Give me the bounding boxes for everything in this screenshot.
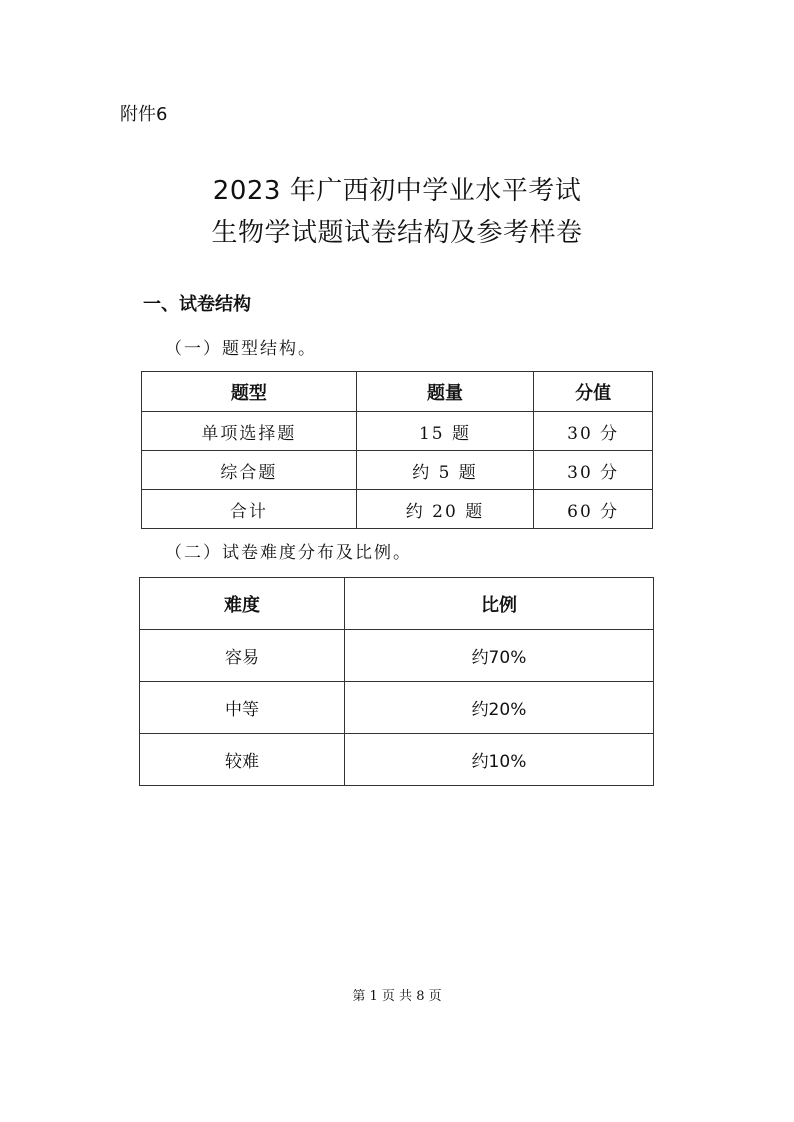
table-header-cell: 题型 bbox=[142, 372, 357, 412]
question-type-heading: （一）题型结构。 bbox=[165, 339, 317, 359]
table-cell: 单项选择题 bbox=[142, 412, 357, 451]
table-header-cell: 题量 bbox=[356, 372, 534, 412]
table-cell: 中等 bbox=[140, 682, 345, 734]
table-cell: 60 分 bbox=[534, 490, 653, 529]
table-cell: 约10% bbox=[344, 734, 653, 786]
table-cell: 约20% bbox=[344, 682, 653, 734]
attachment-label: 附件6 bbox=[120, 104, 168, 125]
page-footer: 第 1 页 共 8 页 bbox=[352, 989, 442, 1004]
table-cell: 综合题 bbox=[142, 451, 357, 490]
table-row bbox=[142, 451, 653, 490]
question-type-table bbox=[141, 371, 653, 529]
difficulty-table bbox=[139, 577, 654, 786]
table-header-cell: 难度 bbox=[140, 578, 345, 630]
table-header-row bbox=[142, 372, 653, 412]
table-row bbox=[140, 630, 654, 682]
section-heading: 一、试卷结构 bbox=[143, 294, 251, 315]
table-cell: 30 分 bbox=[534, 451, 653, 490]
table-cell: 约 20 题 bbox=[356, 490, 534, 529]
table-header-cell: 分值 bbox=[534, 372, 653, 412]
table-cell: 30 分 bbox=[534, 412, 653, 451]
table-header-cell: 比例 bbox=[344, 578, 653, 630]
table-cell: 约 5 题 bbox=[356, 451, 534, 490]
document-title-line1: 2023 年广西初中学业水平考试 bbox=[212, 176, 582, 206]
table-row bbox=[142, 412, 653, 451]
table-cell: 合计 bbox=[142, 490, 357, 529]
table-row bbox=[140, 682, 654, 734]
difficulty-heading: （二）试卷难度分布及比例。 bbox=[165, 543, 412, 563]
table-row bbox=[140, 734, 654, 786]
table-row bbox=[142, 490, 653, 529]
table-cell: 较难 bbox=[140, 734, 345, 786]
document-title-line2: 生物学试题试卷结构及参考样卷 bbox=[211, 218, 583, 248]
table-header-row bbox=[140, 578, 654, 630]
table-cell: 约70% bbox=[344, 630, 653, 682]
table-cell: 15 题 bbox=[356, 412, 534, 451]
table-cell: 容易 bbox=[140, 630, 345, 682]
